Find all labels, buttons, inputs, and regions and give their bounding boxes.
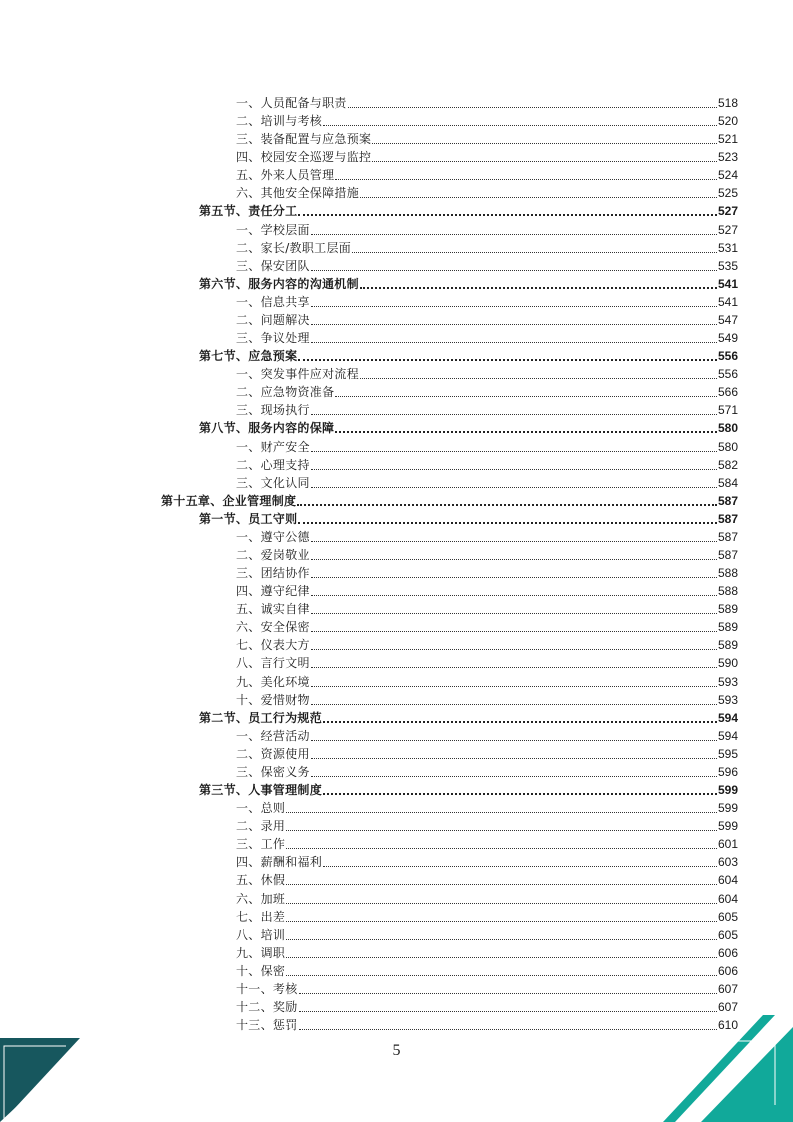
toc-entry-title: 五、外来人员管理 [236,168,335,183]
toc-entry-title: 一、经营活动 [236,728,310,743]
toc-entry-page: 605 [717,909,738,924]
toc-entry-title: 第一节、员工守则 [199,511,298,526]
toc-entry-page: 520 [717,114,738,129]
toc-entry[interactable] [236,257,738,275]
toc-entry-title: 一、人员配备与职责 [236,96,347,110]
toc-dot-leader [311,342,717,343]
toc-dot-leader [360,197,717,198]
toc-entry-page: 587 [717,493,738,508]
toc-entry[interactable] [236,980,738,998]
toc-entry-page: 571 [717,403,738,418]
toc-entry-title: 六、加班 [236,891,286,906]
toc-entry-page: 604 [717,873,738,888]
toc-entry[interactable] [236,438,738,456]
toc-entry[interactable] [236,148,738,166]
toc-dot-leader [299,993,717,994]
toc-dot-leader [323,125,717,126]
toc-dot-leader [323,721,717,723]
toc-entry-title: 第七节、应急预案 [199,349,298,364]
toc-dot-leader [311,414,717,415]
toc-entry-title: 三、团结协作 [236,566,310,581]
toc-entry[interactable] [199,781,738,799]
toc-dot-leader [286,975,717,976]
toc-dot-leader [311,451,717,452]
toc-entry-page: 547 [717,312,738,327]
toc-entry[interactable] [236,926,738,944]
toc-entry-title: 二、爱岗敬业 [236,548,310,562]
toc-dot-leader [311,704,717,705]
toc-entry[interactable] [236,600,738,618]
toc-entry-page: 587 [717,529,738,544]
toc-dot-leader [299,1011,717,1012]
toc-entry-title: 第二节、员工行为规范 [199,710,323,725]
toc-dot-leader [311,324,717,325]
toc-entry-page: 599 [717,819,738,834]
toc-entry-title: 三、现场执行 [236,403,310,418]
toc-entry[interactable] [236,130,738,148]
toc-entry-title: 第三节、人事管理制度 [199,783,323,798]
toc-entry[interactable] [236,835,738,853]
toc-entry-title: 三、工作 [236,837,286,852]
toc-entry[interactable] [236,962,738,980]
toc-entry-title: 第十五章、企业管理制度 [161,493,297,508]
toc-dot-leader [360,378,717,379]
toc-entry[interactable] [199,709,738,727]
toc-entry-title: 四、遵守纪律 [236,584,310,599]
toc-entry-page: 580 [717,421,738,436]
toc-entry[interactable] [236,654,738,672]
toc-entry-page: 593 [717,692,738,707]
toc-entry-page: 604 [717,891,738,906]
toc-entry[interactable] [236,401,738,419]
toc-dot-leader [348,107,717,108]
toc-entry-page: 541 [717,294,738,309]
toc-entry-page: 587 [717,511,738,526]
toc-dot-leader [311,541,717,542]
toc-entry-page: 527 [717,222,738,237]
toc-entry[interactable] [199,419,738,437]
toc-entry[interactable] [236,456,738,474]
toc-entry-title: 二、资源使用 [236,746,310,761]
toc-entry-title: 九、调职 [236,945,286,960]
toc-dot-leader [372,161,717,162]
toc-entry[interactable] [236,546,738,564]
toc-dot-leader [286,830,717,831]
toc-entry-page: 524 [717,168,738,183]
toc-entry[interactable] [236,763,738,781]
toc-entry[interactable] [236,311,738,329]
toc-entry-page: 549 [717,331,738,346]
toc-entry-page: 607 [717,1000,738,1014]
toc-entry-title: 一、总则 [236,801,286,816]
toc-entry[interactable] [236,474,738,492]
toc-entry[interactable] [236,582,738,600]
toc-entry-page: 590 [717,656,738,671]
toc-entry-page: 596 [717,764,738,779]
toc-entry-title: 十、爱惜财物 [236,692,310,707]
toc-entry-title: 一、突发事件应对流程 [236,367,360,382]
toc-entry-title: 十一、考核 [236,981,298,996]
toc-entry-title: 一、学校层面 [236,222,310,237]
toc-dot-leader [360,287,717,289]
toc-entry[interactable] [236,1016,738,1034]
toc-entry[interactable] [236,636,738,654]
toc-entry[interactable] [236,691,738,709]
toc-entry-title: 五、诚实自律 [236,602,310,617]
toc-dot-leader [323,866,717,867]
toc-dot-leader [297,504,717,506]
toc-entry-page: 584 [717,475,738,490]
toc-entry-title: 二、心理支持 [236,457,310,472]
toc-entry-title: 十二、奖励 [236,1000,298,1014]
toc-entry[interactable] [236,184,738,202]
toc-entry[interactable] [236,799,738,817]
toc-entry-page: 607 [717,981,738,996]
toc-entry[interactable] [236,166,738,184]
toc-entry-page: 523 [717,150,738,165]
toc-entry-page: 601 [717,837,738,852]
toc-dot-leader [335,431,717,433]
toc-entry-page: 582 [717,457,738,472]
toc-entry[interactable] [236,239,738,257]
toc-entry[interactable] [199,510,738,528]
toc-entry[interactable] [236,727,738,745]
toc-entry-title: 七、出差 [236,909,286,924]
toc-entry-page: 566 [717,385,738,400]
toc-dot-leader [311,631,717,632]
toc-dot-leader [311,469,717,470]
toc-entry-page: 588 [717,566,738,581]
toc-entry-title: 第八节、服务内容的保障 [199,421,335,436]
toc-dot-leader [352,252,717,253]
toc-dot-leader [311,270,717,271]
page-number: 5 [392,1042,401,1059]
toc-dot-leader [311,613,717,614]
toc-dot-leader [286,903,717,904]
toc-dot-leader [335,396,717,397]
toc-entry[interactable] [236,221,738,239]
toc-dot-leader [299,1029,717,1030]
toc-entry[interactable] [199,275,738,293]
toc-entry-title: 三、装备配置与应急预案 [236,132,372,147]
toc-dot-leader [311,667,717,668]
toc-entry[interactable] [236,329,738,347]
toc-entry[interactable] [236,890,738,908]
toc-entry-page: 588 [717,584,738,599]
toc-entry-title: 三、保密义务 [236,764,310,779]
toc-dot-leader [286,848,717,849]
toc-dot-leader [311,487,717,488]
toc-entry-title: 一、遵守公德 [236,529,310,544]
toc-entry-title: 二、录用 [236,819,286,834]
toc-entry[interactable] [236,817,738,835]
toc-dot-leader [323,793,717,795]
toc-dot-leader [311,740,717,741]
toc-entry-title: 四、校园安全巡逻与监控 [236,150,372,165]
toc-entry-title: 八、培训 [236,927,286,942]
toc-entry-title: 三、保安团队 [236,258,310,273]
toc-entry[interactable] [236,998,738,1016]
toc-dot-leader [311,306,717,307]
toc-entry-title: 五、休假 [236,873,286,888]
toc-entry-title: 六、其他安全保障措施 [236,186,360,201]
toc-dot-leader [311,559,717,560]
toc-dot-leader [286,884,717,885]
toc-entry[interactable] [236,564,738,582]
toc-dot-leader [311,595,717,596]
toc-entry[interactable] [236,112,738,130]
toc-dot-leader [298,214,717,216]
toc-entry-page: 580 [717,439,738,454]
toc-entry-page: 518 [717,96,738,110]
toc-entry-page: 593 [717,674,738,689]
toc-dot-leader [286,957,717,958]
toc-entry-page: 521 [717,132,738,147]
toc-dot-leader [298,522,717,524]
toc-entry-page: 589 [717,602,738,617]
toc-entry-page: 589 [717,620,738,635]
toc-entry-title: 二、问题解决 [236,312,310,327]
toc-entry-title: 第五节、责任分工 [199,204,298,219]
toc-entry[interactable] [236,944,738,962]
toc-entry-title: 第六节、服务内容的沟通机制 [199,276,359,291]
toc-dot-leader [311,649,717,650]
toc-entry-page: 603 [717,855,738,870]
toc-entry-title: 一、信息共享 [236,294,310,309]
toc-dot-leader [311,234,717,235]
toc-entry-page: 605 [717,927,738,942]
toc-entry-page: 599 [717,801,738,816]
toc-dot-leader [311,686,717,687]
toc-entry-page: 594 [717,710,738,725]
toc-entry-title: 六、安全保密 [236,620,310,635]
toc-entry-page: 610 [717,1018,738,1033]
toc-entry-title: 二、家长/教职工层面 [236,240,352,255]
toc-entry[interactable] [236,618,738,636]
toc-entry-page: 587 [717,548,738,562]
toc-entry[interactable] [236,908,738,926]
toc-entry[interactable] [236,293,738,311]
toc-dot-leader [286,812,717,813]
toc-dot-leader [286,921,717,922]
toc-dot-leader [335,179,717,180]
toc-entry-page: 606 [717,963,738,978]
toc-entry[interactable] [199,347,738,365]
toc-entry[interactable] [236,853,738,871]
toc-entry[interactable] [199,202,738,220]
toc-entry[interactable] [236,94,738,112]
toc-entry[interactable] [236,745,738,763]
toc-entry-page: 527 [717,204,738,219]
toc-entry[interactable] [236,673,738,691]
toc-entry-page: 589 [717,638,738,653]
toc-entry-title: 二、应急物资准备 [236,385,335,400]
toc-entry-page: 531 [717,240,738,255]
toc-dot-leader [311,776,717,777]
toc-dot-leader [311,758,717,759]
toc-dot-leader [311,577,717,578]
toc-entry[interactable] [236,365,738,383]
toc-entry-title: 十三、惩罚 [236,1018,298,1033]
toc-entry-title: 三、争议处理 [236,331,310,346]
toc-entry[interactable] [161,492,738,510]
toc-entry[interactable] [236,528,738,546]
toc-entry-page: 594 [717,728,738,743]
toc-entry-title: 七、仪表大方 [236,638,310,653]
toc-entry-page: 556 [717,349,738,364]
toc-entry-page: 599 [717,783,738,798]
toc-entry-page: 606 [717,945,738,960]
toc-entry-title: 一、财产安全 [236,439,310,454]
toc-dot-leader [298,359,717,361]
toc-entry-page: 525 [717,186,738,201]
toc-entry-title: 九、美化环境 [236,674,310,689]
toc-dot-leader [286,939,717,940]
toc-entry-page: 556 [717,367,738,382]
toc-entry-title: 二、培训与考核 [236,114,323,129]
toc-entry-page: 535 [717,258,738,273]
toc-dot-leader [372,143,717,144]
toc-entry-page: 541 [717,276,738,291]
toc-entry-title: 三、文化认同 [236,475,310,490]
toc-entry-title: 八、言行文明 [236,656,310,671]
toc-entry-title: 十、保密 [236,963,286,978]
toc-entry[interactable] [236,871,738,889]
toc-entry[interactable] [236,383,738,401]
toc-entry-page: 595 [717,746,738,761]
toc-entry-title: 四、薪酬和福利 [236,855,323,870]
